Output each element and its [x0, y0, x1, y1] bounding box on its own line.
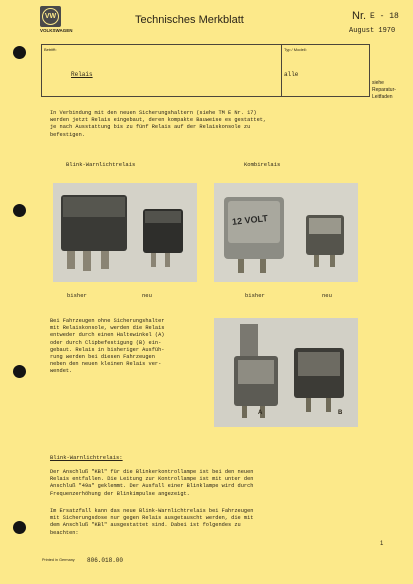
- side-note: [372, 80, 396, 101]
- page-title: Technisches Merkblatt: [135, 14, 244, 26]
- punch-hole: [13, 521, 26, 534]
- logo-mark: VW: [42, 8, 59, 25]
- relay-label: 12 VOLT: [231, 213, 269, 227]
- punch-hole: [13, 365, 26, 378]
- replacement-paragraph: Im Ersatzfall kann das neue Blink-Warnlichtrelais bei Fahrzeugen mit Sicherungsdose nur gegen Relais ausgetauscht werden, die mit dem Anschluß "KBl" ausgestattet sind. Dabei ist folgendes zu beachten:: [50, 508, 254, 536]
- mounting-paragraph: Bei Fahrzeugen ohne Sicherungshalter mit Relaiskonsole, werden die Relais entweder durch einen Haltewinkel (A) oder durch Clipbefestigung (B) ein- gebaut. Relais in bisheriger Ausfüh- rung werden bei diesen Fahrzeugen neben den neuen kleinen Relais ver- wendet.: [50, 318, 165, 375]
- nr-value: E - 18: [370, 12, 399, 21]
- caption-neu: neu: [322, 292, 332, 299]
- punch-hole: [13, 46, 26, 59]
- box-divider: [281, 44, 282, 97]
- footer-number: 806.018.00: [87, 557, 124, 564]
- photo-mounting-ab: [214, 318, 358, 427]
- date: August 1970: [349, 27, 396, 35]
- punch-hole: [13, 204, 26, 217]
- photo-title-left: Blink-Warnlichtrelais: [66, 161, 136, 168]
- side-note-line: Reparatur-: [372, 87, 396, 93]
- betrifft-label: Betrifft:: [44, 47, 57, 52]
- label-a: A: [258, 410, 263, 416]
- typ-label: Typ / Modell:: [284, 47, 307, 52]
- typ-value: alle: [284, 71, 299, 78]
- side-note-line: siehe: [372, 80, 384, 86]
- logo-caption: VOLKSWAGEN: [40, 28, 73, 33]
- caption-bisher: bisher: [245, 292, 265, 299]
- side-note-line: Leitfaden: [372, 94, 393, 100]
- kbl-paragraph: Der Anschluß "KBl" für die Blinkerkontrollampe ist bei den neuen Relais entfallen. Die Leitung zur Kontrollampe ist mit unter den Anschluß "49a" geklemmt. Der Ausfall einer Blinklampe wird durch Frequenzerhöhung der Blinkimpulse angezeigt.: [50, 469, 254, 497]
- photo-blink-relays: [53, 183, 197, 282]
- caption-neu: neu: [142, 292, 152, 299]
- betrifft-value: Relais: [71, 71, 93, 78]
- footer-printed: Printed in Germany: [42, 558, 75, 562]
- intro-paragraph: In Verbindung mit den neuen Sicherungshaltern (siehe TM E Nr. 17) werden jetzt Relais eingebaut, deren kompakte Bauweise es gestattet, je nach Ausstattung bis zu fünf Relais auf der Relaiskonsole zu befestigen.: [50, 110, 267, 138]
- section-title: Blink-Warnlichtrelais:: [50, 454, 123, 461]
- photo-title-right: Kombirelais: [244, 161, 281, 168]
- photo-kombi-relays: [214, 183, 358, 282]
- vw-logo-icon: [40, 6, 61, 27]
- caption-bisher: bisher: [67, 292, 87, 299]
- nr-label: Nr.: [352, 10, 367, 22]
- page-number: 1: [380, 541, 384, 547]
- label-b: B: [338, 410, 343, 416]
